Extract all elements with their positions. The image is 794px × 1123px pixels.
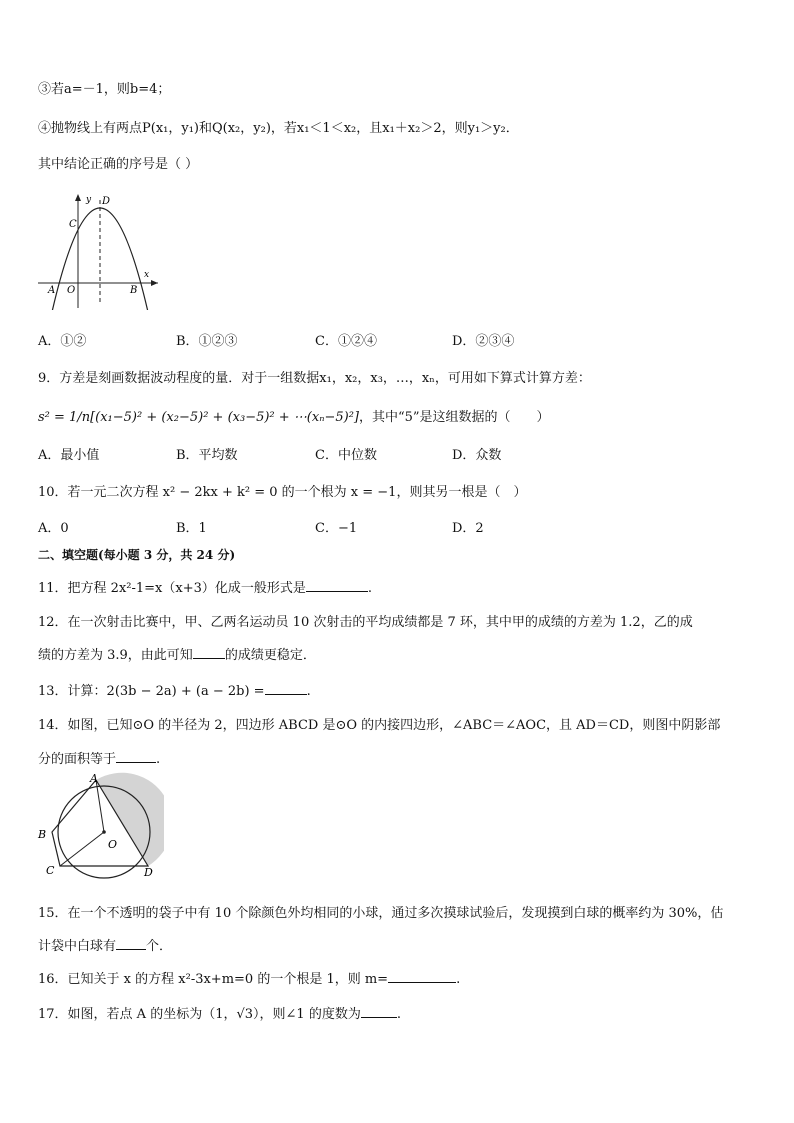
q8-label-d: D <box>102 196 111 207</box>
q17-text: 17．如图，若点 A 的坐标为（1，√3），则∠1 的度数为 <box>38 1007 361 1022</box>
q10-option-c: C．−1 <box>315 521 358 536</box>
q10-option-a: A．0 <box>38 521 69 536</box>
q9-tail: ，其中“5”是这组数据的（ ） <box>358 410 550 425</box>
q16-text: 16．已知关于 x 的方程 x²-3x+m=0 的一个根是 1，则 m= <box>38 972 389 987</box>
q14-line-1: 14．如图，已知⊙O 的半径为 2，四边形 ABCD 是⊙O 的内接四边形，∠ABC＝∠AOC，且 AD＝CD，则图中阴影部 <box>38 718 721 733</box>
q16-end: . <box>456 972 461 987</box>
q9-option-b: B．平均数 <box>176 448 238 463</box>
q12-answer-blank <box>193 644 225 659</box>
q8-option-d: D．②③④ <box>452 334 515 349</box>
q9-option-c: C．中位数 <box>315 448 377 463</box>
q9-formula-line <box>38 408 550 428</box>
q11 <box>38 577 372 599</box>
q8-parabola-figure <box>38 190 168 310</box>
q8-label-a: A <box>48 285 56 296</box>
q10-option-b: B．1 <box>176 521 207 536</box>
q12-text: 绩的方差为 3.9，由此可知 <box>38 648 193 663</box>
q8-option-a: A．①② <box>38 334 87 349</box>
q9-option-a: A．最小值 <box>38 448 100 463</box>
q9-stem: 9．方差是刻画数据波动程度的量．对于一组数据x₁，x₂，x₃，…，xₙ，可用如下算式计算方差： <box>38 371 591 386</box>
q10-stem: 10．若一元二次方程 x² − 2kx + k² = 0 的一个根为 x = −1，则其另一根是（ ） <box>38 485 527 500</box>
q12-line-1: 12．在一次射击比赛中，甲、乙两名运动员 10 次射击的平均成绩都是 7 环，其中甲的成绩的方差为 1.2，乙的成 <box>38 615 693 630</box>
q15-line-1: 15．在一个不透明的袋子中有 10 个除颜色外均相同的小球，通过多次摸球试验后，发现摸到白球的概率约为 30%，估 <box>38 906 724 921</box>
section-2-heading: 二、填空题(每小题 3 分，共 24 分) <box>38 548 236 562</box>
q15-end: 个． <box>146 939 173 954</box>
q13-answer-blank <box>265 680 307 695</box>
q12-end: 的成绩更稳定． <box>224 648 316 663</box>
q13-text: 13．计算：2(3b − 2a) + (a − 2b) = <box>38 684 265 699</box>
q9-option-d: D．众数 <box>452 448 502 463</box>
q8-option-c: C．①②④ <box>315 334 377 349</box>
q8-label-c: C <box>69 219 77 230</box>
q11-text: 11．把方程 2x²-1=x（x+3）化成一般形式是 <box>38 581 306 596</box>
q8-label-x: x <box>144 270 150 280</box>
q14-line-2 <box>38 748 160 770</box>
q8-statement-3: ③若a=－1，则b=4； <box>38 82 171 97</box>
q17-end: . <box>396 1007 401 1022</box>
q17 <box>38 1003 401 1025</box>
q11-end: . <box>367 581 373 596</box>
q11-answer-blank <box>306 577 368 592</box>
q14-label-c: C <box>46 864 55 877</box>
q14-answer-blank <box>116 748 156 763</box>
q17-answer-blank <box>361 1003 397 1018</box>
q12-line-2 <box>38 644 316 666</box>
q15-line-2 <box>38 935 172 957</box>
q14-label-b: B <box>38 828 47 841</box>
q8-label-y: y <box>86 195 92 205</box>
q14-label-o: O <box>108 838 118 851</box>
q15-text: 计袋中白球有 <box>38 939 117 954</box>
q8-option-b: B．①②③ <box>176 334 238 349</box>
q8-label-b: B <box>130 285 138 296</box>
q14-label-d: D <box>144 866 153 879</box>
q14-end: . <box>156 752 161 767</box>
q10-option-d: D．2 <box>452 521 484 536</box>
q14-label-a: A <box>90 772 98 785</box>
q15-answer-blank <box>116 935 146 950</box>
q14-circle-figure <box>34 772 164 892</box>
q8-statement-4: ④抛物线上有两点P(x₁，y₁)和Q(x₂，y₂)，若x₁＜1＜x₂，且x₁＋x₂＞2，则y₁＞y₂． <box>38 121 519 136</box>
q14-text: 分的面积等于 <box>38 752 117 767</box>
q8-question: 其中结论正确的序号是（ ） <box>38 157 199 172</box>
q16 <box>38 968 460 990</box>
q13 <box>38 680 311 702</box>
q16-answer-blank <box>388 968 456 983</box>
q9-formula: s² = 1/n[(x₁−5)² + (x₂−5)² + (x₃−5)² + ⋯(xₙ−5)²] <box>38 410 359 425</box>
q13-end: . <box>306 684 311 699</box>
q8-label-o: O <box>67 285 76 296</box>
